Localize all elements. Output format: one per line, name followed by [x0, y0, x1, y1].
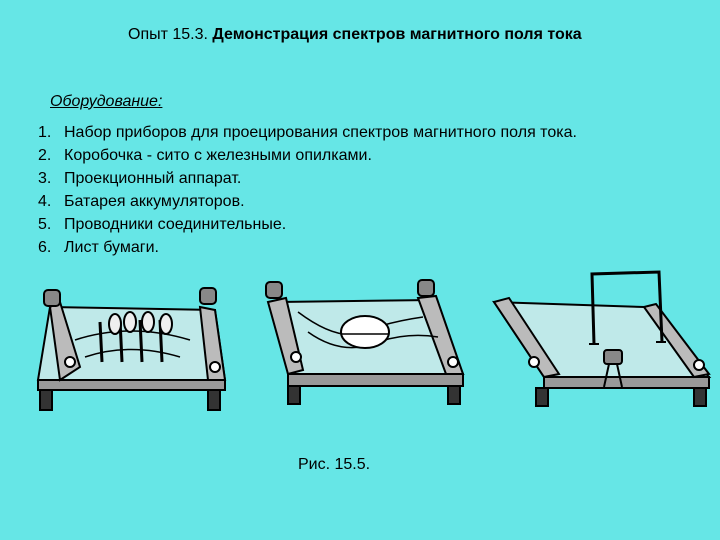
list-item: 2. Коробочка - сито с железными опилками.: [38, 147, 372, 164]
list-item: 6. Лист бумаги.: [38, 239, 159, 256]
figure-caption: Рис. 15.5.: [298, 456, 371, 473]
equipment-heading: Оборудование:: [50, 93, 163, 110]
list-item: 5. Проводники соединительные.: [38, 216, 287, 233]
list-item: 1. Набор приборов для проецирования спектров магнитного поля тока.: [38, 124, 577, 141]
title-bold: Демонстрация спектров магнитного поля тока: [212, 26, 582, 43]
ring-coil-device-icon: [258, 262, 468, 422]
slide-title: [128, 26, 582, 44]
straight-wire-device-icon: [30, 262, 230, 422]
equipment-list: [38, 121, 577, 259]
title-prefix: Опыт 15.3.: [128, 26, 208, 43]
list-item: 3. Проекционный аппарат.: [38, 170, 242, 187]
list-item: 4. Батарея аккумуляторов.: [38, 193, 245, 210]
solenoid-frame-device-icon: [484, 262, 714, 422]
